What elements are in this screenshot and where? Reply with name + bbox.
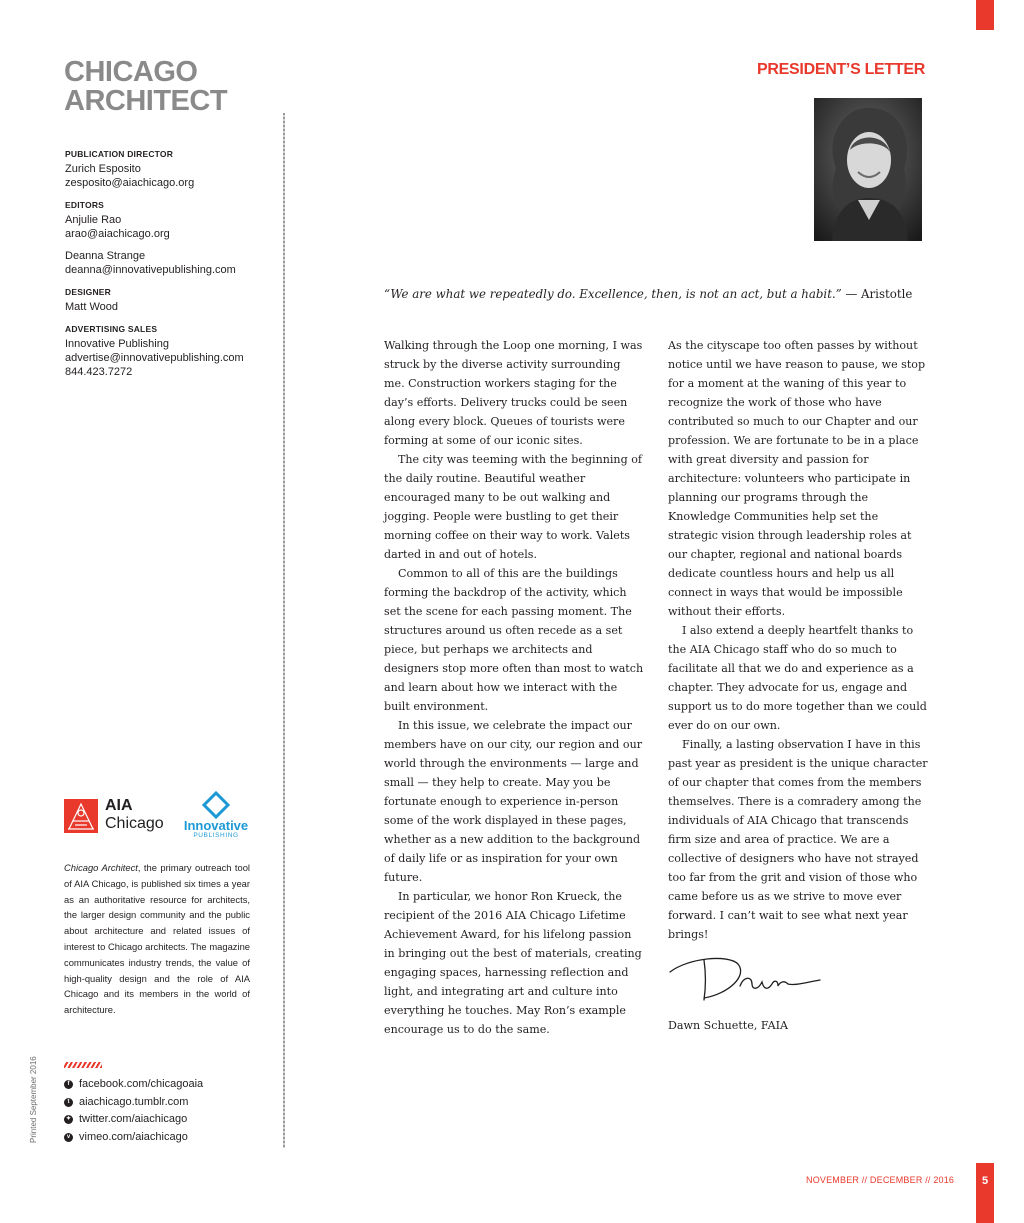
twitter-icon: ✦ bbox=[65, 1116, 72, 1123]
letter-column-2 bbox=[668, 336, 928, 944]
quote-attribution: — Aristotle bbox=[841, 287, 913, 301]
signature bbox=[668, 950, 828, 1008]
page-number: 5 bbox=[976, 1163, 994, 1223]
magazine-title-line1: CHICAGO bbox=[64, 56, 198, 88]
innovative-logo-sub: PUBLISHING bbox=[193, 832, 239, 839]
aia-chicago-logo-text bbox=[105, 797, 164, 833]
social-link[interactable] bbox=[64, 1076, 203, 1094]
aia-chicago-logo-mark bbox=[64, 799, 98, 833]
about-text: , the primary outreach tool of AIA Chicago, is published six times a year as an authoritative resource for architects, the larger design community and the public about architecture and related issues of interest to Chicago architects. The magazine communicates industry trends, the value of high-quality design and the role of AIA Chicago and its members in the world of architecture. bbox=[64, 862, 250, 1016]
about-title: Chicago Architect bbox=[64, 862, 138, 873]
masthead-spacer bbox=[65, 241, 275, 249]
masthead-group bbox=[65, 147, 275, 190]
masthead-line: deanna@innovativepublishing.com bbox=[65, 264, 236, 276]
letter-paragraph: The city was teeming with the beginning of the daily routine. Beautiful weather encouraged many to be out walking and jogging. People were bustling to get their morning coffee on their way to work. Valets darted in and out of hotels. bbox=[384, 453, 642, 561]
innovative-logo-name: Innovative bbox=[183, 818, 249, 833]
partner-logos bbox=[64, 795, 264, 840]
letter-paragraph: As the cityscape too often passes by without notice until we have reason to pause, we stop for a moment at the waning of this year to recognize the work of those who have contributed so much to our Chapter and our profession. We are fortunate to be in a place with great diversity and passion for architecture: volunteers who participate in planning our programs through the Knowledge Communities help set the strategic vision through leadership roles at our chapter, regional and national boards dedicate countless hours and help us all connect in ways that would be impossible without their efforts. bbox=[668, 339, 926, 618]
masthead-line: arao@aiachicago.org bbox=[65, 228, 170, 240]
masthead-line: advertise@innovativepublishing.com bbox=[65, 352, 244, 364]
tumblr-icon: t bbox=[64, 1098, 73, 1107]
aia-logo-line1: AIA bbox=[105, 797, 133, 814]
masthead bbox=[65, 147, 275, 387]
president-portrait bbox=[814, 98, 922, 241]
masthead-role: PUBLICATION DIRECTOR bbox=[65, 149, 174, 159]
printed-note: Printed September 2016 bbox=[29, 1056, 38, 1143]
about-blurb bbox=[64, 860, 250, 1018]
masthead-group bbox=[65, 285, 275, 314]
masthead-role: EDITORS bbox=[65, 200, 105, 210]
facebook-icon: f bbox=[64, 1080, 73, 1089]
letter-paragraph: Finally, a lasting observation I have in this past year as president is the unique character of our chapter that comes from the members themselves. There is a comradery among the individuals of AIA Chicago that transcends firm size and area of practice. We are a collective of designers who have not strayed too far from the grit and vision of those who came before us as we strive to move ever forward. I can’t wait to see what next year brings! bbox=[668, 738, 928, 941]
social-link-label: vimeo.com/aiachicago bbox=[79, 1130, 188, 1143]
page-edge-tab bbox=[976, 0, 994, 30]
masthead-role: ADVERTISING SALES bbox=[65, 324, 158, 334]
letter-paragraph: Common to all of this are the buildings forming the backdrop of the activity, which set the scene for each passing moment. The structures around us often recede as a set piece, but perhaps we architects and designers stop more often than most to watch and learn about how we interact with the built environment. bbox=[384, 567, 644, 713]
magazine-title-line2: ARCHITECT bbox=[64, 85, 228, 117]
innovative-publishing-logo bbox=[183, 795, 249, 839]
social-link-label: twitter.com/aiachicago bbox=[79, 1113, 188, 1125]
social-link-label: aiachicago.tumblr.com bbox=[79, 1095, 189, 1108]
masthead-line: Innovative Publishing bbox=[65, 338, 169, 350]
innovative-diamond-icon bbox=[202, 791, 230, 819]
section-label: PRESIDENT’S LETTER bbox=[757, 61, 925, 78]
letter-paragraph: I also extend a deeply heartfelt thanks to the AIA Chicago staff who do so much to facilitate all that we do and experience as a chapter. They advocate for us, engage and support us to do more together than we could ever do on our own. bbox=[668, 624, 927, 732]
aia-logo-line2: Chicago bbox=[105, 815, 164, 832]
letter-paragraph: In particular, we honor Ron Krueck, the recipient of the 2016 AIA Chicago Lifetime Achievement Award, for his lifelong passion in bringing out the best of materials, creating engaging spaces, harnessing reflection and light, and integrating art and culture into everything he touches. May Ron’s example encourage us to do the same. bbox=[384, 890, 642, 1036]
letter-paragraph: Walking through the Loop one morning, I was struck by the diverse activity surrounding me. Construction workers staging for the day’s efforts. Delivery trucks could be seen along every block. Queues of tourists were forming at some of our iconic sites. bbox=[384, 339, 643, 447]
masthead-group bbox=[65, 322, 275, 379]
signature-name: Dawn Schuette, FAIA bbox=[668, 1019, 789, 1032]
social-links bbox=[64, 1062, 203, 1146]
magazine-title bbox=[64, 58, 227, 116]
social-stripe-decoration bbox=[64, 1062, 102, 1068]
quote-text: “We are what we repeatedly do. Excellence, then, is not an act, but a habit.” bbox=[384, 287, 842, 301]
masthead-line: zesposito@aiachicago.org bbox=[65, 177, 195, 189]
masthead-role: DESIGNER bbox=[65, 287, 111, 297]
letter-column-1 bbox=[384, 336, 644, 1039]
masthead-line: Deanna Strange bbox=[65, 250, 146, 262]
masthead-group bbox=[65, 198, 275, 277]
social-link[interactable] bbox=[64, 1111, 203, 1129]
social-link-label: facebook.com/chicagoaia bbox=[79, 1078, 204, 1090]
social-link[interactable] bbox=[64, 1094, 203, 1112]
social-link[interactable] bbox=[64, 1129, 203, 1147]
column-divider bbox=[283, 113, 285, 1148]
masthead-line: Matt Wood bbox=[65, 301, 118, 313]
masthead-line: Zurich Esposito bbox=[65, 163, 141, 175]
letter-paragraph: In this issue, we celebrate the impact our members have on our city, our region and our world through the environments — large and small — they help to create. May you be fortunate enough to experience in-person some of the work displayed in these pages, whether as a new addition to the background of daily life or as inspiration for your own future. bbox=[384, 719, 643, 884]
opening-quote bbox=[384, 287, 912, 301]
masthead-line: Anjulie Rao bbox=[65, 214, 122, 226]
vimeo-icon: v bbox=[64, 1133, 73, 1142]
masthead-line: 844.423.7272 bbox=[65, 366, 133, 378]
footer-issue-date: NOVEMBER // DECEMBER // 2016 bbox=[806, 1175, 955, 1185]
